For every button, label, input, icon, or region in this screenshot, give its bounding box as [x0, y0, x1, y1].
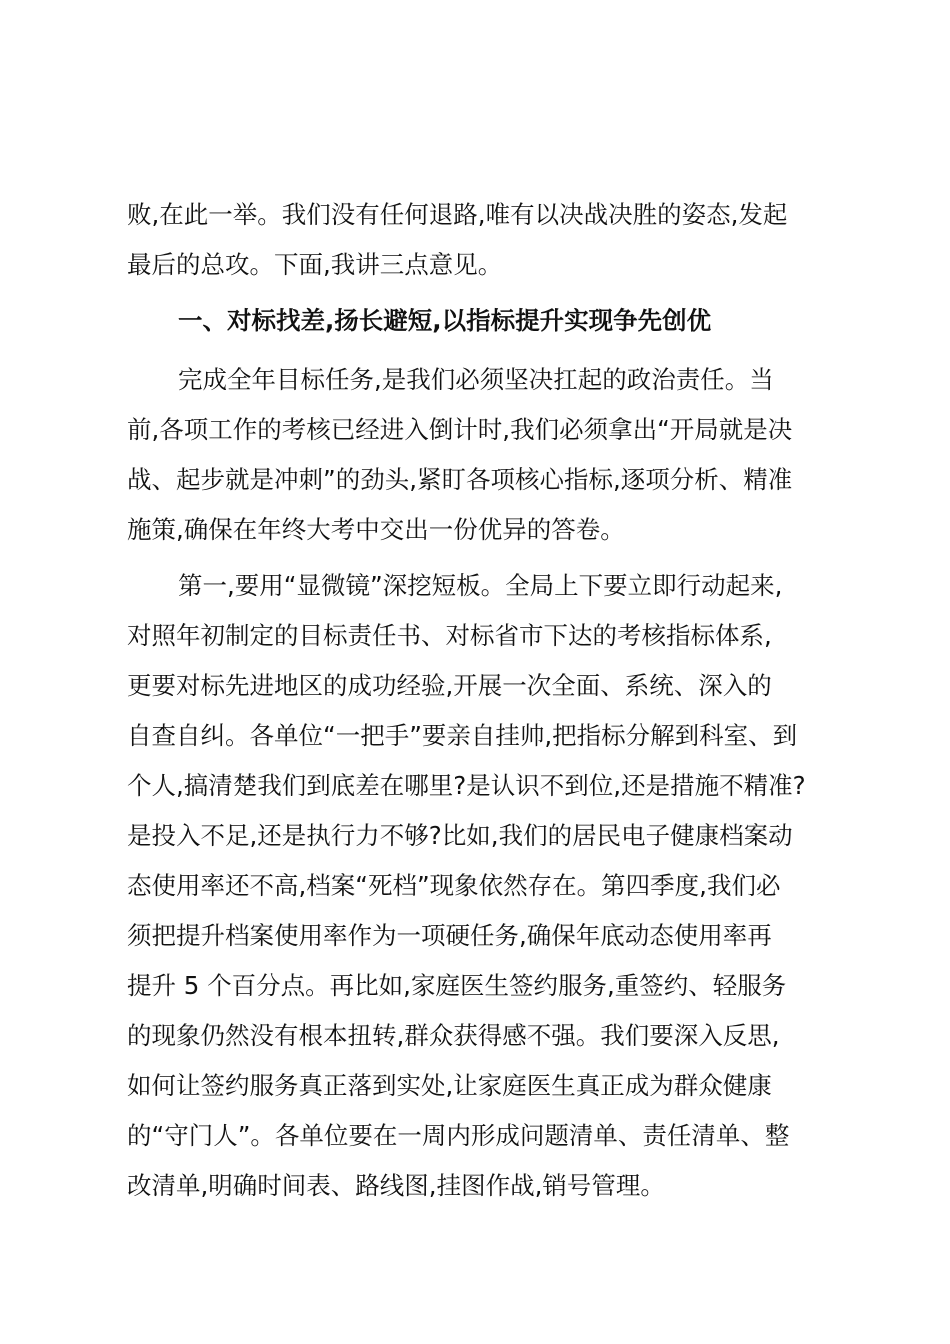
body-text-line: 败,在此一举。我们没有任何退路,唯有以决战决胜的姿态,发起: [127, 200, 788, 229]
body-text-line: 施策,确保在年终大考中交出一份优异的答卷。: [127, 515, 625, 544]
body-text-line: 更要对标先进地区的成功经验,开展一次全面、系统、深入的: [127, 671, 772, 700]
body-text-line: 是投入不足,还是执行力不够?比如,我们的居民电子健康档案动: [127, 821, 793, 850]
body-text-line: 如何让签约服务真正落到实处,让家庭医生真正成为群众健康: [127, 1071, 772, 1100]
body-text-line: 的现象仍然没有根本扭转,群众获得感不强。我们要深入反思,: [127, 1021, 780, 1050]
body-text-line: 提升 5 个百分点。再比如,家庭医生签约服务,重签约、轻服务: [127, 971, 787, 1000]
body-text-line: 最后的总攻。下面,我讲三点意见。: [127, 250, 503, 279]
body-text-line: 态使用率还不高,档案“死档”现象依然存在。第四季度,我们必: [127, 871, 781, 900]
body-text-line: 对照年初制定的目标责任书、对标省市下达的考核指标体系,: [127, 621, 772, 650]
section-heading: 一、对标找差,扬长避短,以指标提升实现争先创优: [178, 306, 712, 335]
paragraph-first-line: 完成全年目标任务,是我们必须坚决扛起的政治责任。当: [178, 365, 774, 394]
body-text-line: 改清单,明确时间表、路线图,挂图作战,销号管理。: [127, 1171, 665, 1200]
body-text-line: 前,各项工作的考核已经进入倒计时,我们必须拿出“开局就是决: [127, 415, 793, 444]
body-text-line: 自查自纠。各单位“一把手”要亲自挂帅,把指标分解到科室、到: [127, 721, 798, 750]
paragraph-first-line: 第一,要用“显微镜”深挖短板。全局上下要立即行动起来,: [178, 571, 783, 600]
body-text-line: 须把提升档案使用率作为一项硬任务,确保年底动态使用率再: [127, 921, 772, 950]
body-text-line: 个人,搞清楚我们到底差在哪里?是认识不到位,还是措施不精准?: [127, 771, 806, 800]
body-text-line: 战、起步就是冲刺”的劲头,紧盯各项核心指标,逐项分析、精准: [127, 465, 793, 494]
body-text-line: 的“守门人”。各单位要在一周内形成问题清单、责任清单、整: [127, 1121, 790, 1150]
